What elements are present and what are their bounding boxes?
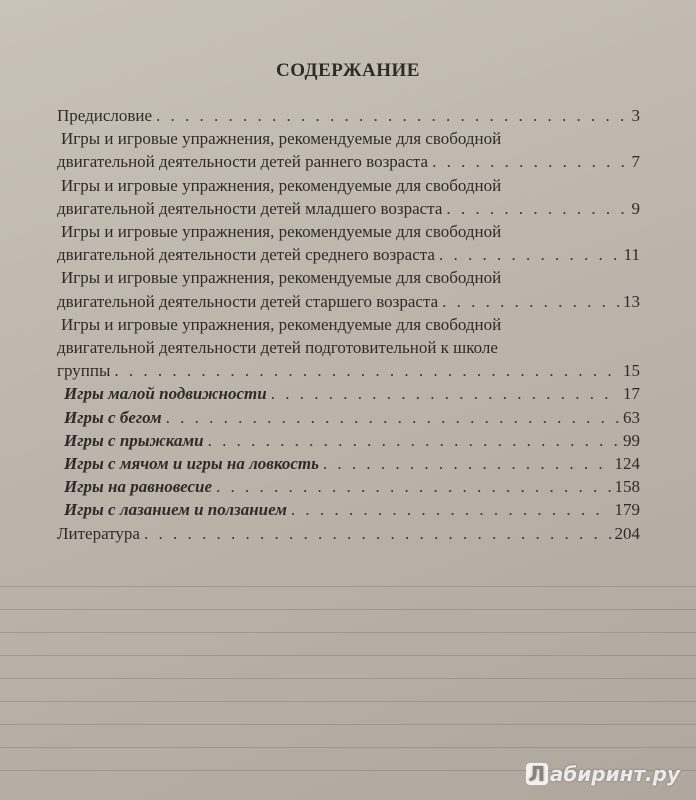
toc-entry [57, 452, 640, 475]
toc-entry-text: двигательной деятельности детей подготовительной к школе [57, 338, 498, 358]
toc-page-number: 7 [631, 152, 640, 172]
toc-entry-text: Игры с лазанием и ползанием [64, 500, 287, 520]
watermark [526, 762, 680, 786]
toc-page-number: 179 [614, 500, 640, 520]
toc-entry [57, 104, 640, 127]
toc-page-number: 9 [631, 198, 640, 218]
toc-page-number: 99 [623, 430, 640, 450]
toc-entry [57, 174, 640, 220]
dot-leader [442, 290, 619, 313]
dot-leader [216, 475, 610, 498]
toc-entry-text: Игры на равновесие [64, 477, 213, 497]
toc-entry [57, 266, 640, 312]
dot-leader [439, 243, 620, 266]
toc-entry [57, 498, 640, 521]
dot-leader [291, 498, 611, 521]
toc-entry [57, 127, 640, 173]
toc-page-number: 17 [623, 384, 640, 404]
table-of-contents [57, 104, 640, 545]
dot-leader [156, 104, 627, 127]
dot-leader [323, 452, 611, 475]
toc-entry-text: Игры с мячом и игры на ловкость [64, 454, 319, 474]
toc-entry-text: Игры и игровые упражнения, рекомендуемые для свободной [61, 268, 502, 288]
toc-entry-text: двигательной деятельности детей раннего возраста [57, 152, 429, 172]
toc-page-number: 13 [623, 291, 640, 311]
toc-entry-text: Литература [57, 523, 140, 543]
dot-leader [208, 429, 619, 452]
toc-page-number: 63 [623, 407, 640, 427]
toc-entry-text: двигательной деятельности детей старшего возраста [57, 291, 439, 311]
ruled-line [0, 609, 696, 610]
toc-entry [57, 475, 640, 498]
ruled-line [0, 632, 696, 633]
toc-entry [57, 429, 640, 452]
toc-entry-text: Игры и игровые упражнения, рекомендуемые для свободной [61, 222, 502, 242]
toc-entry [57, 313, 640, 383]
watermark-text: абиринт.ру [549, 762, 680, 786]
toc-entry-text: Игры малой подвижности [64, 384, 267, 404]
toc-entry-text: Игры и игровые упражнения, рекомендуемые для свободной [61, 129, 502, 149]
toc-page-number: 15 [623, 361, 640, 381]
ruled-line [0, 586, 696, 587]
toc-page-number: 158 [614, 477, 640, 497]
dot-leader [166, 406, 619, 429]
toc-entry-text: двигательной деятельности детей среднего возраста [57, 245, 435, 265]
toc-entry-text: Предисловие [57, 106, 153, 125]
toc-entry-text: Игры и игровые упражнения, рекомендуемые для свободной [61, 314, 502, 334]
dot-leader [114, 359, 619, 382]
ruled-line [0, 724, 696, 725]
toc-entry-text: группы [57, 361, 111, 381]
toc-entry [57, 220, 640, 266]
page-title: СОДЕРЖАНИЕ [276, 60, 420, 81]
ruled-line [0, 747, 696, 748]
ruled-line [0, 701, 696, 702]
toc-page-number: 124 [614, 454, 640, 474]
watermark-logo: Л [526, 763, 548, 785]
toc-entry-text: Игры с бегом [64, 407, 162, 427]
dot-leader [446, 197, 627, 220]
dot-leader [144, 522, 611, 545]
toc-entry-text: Игры и игровые упражнения, рекомендуемые для свободной [61, 175, 502, 195]
ruled-line [0, 678, 696, 679]
ruled-line [0, 655, 696, 656]
toc-entry [57, 522, 640, 545]
toc-page-number: 204 [614, 523, 640, 543]
dot-leader [271, 382, 619, 405]
toc-entry-text: Игры с прыжками [64, 430, 204, 450]
toc-entry [57, 406, 640, 429]
toc-entry-text: двигательной деятельности детей младшего возраста [57, 198, 443, 218]
toc-entry [57, 382, 640, 405]
toc-page-number: 3 [631, 106, 640, 125]
toc-page-number: 11 [623, 245, 640, 265]
dot-leader [432, 150, 627, 173]
